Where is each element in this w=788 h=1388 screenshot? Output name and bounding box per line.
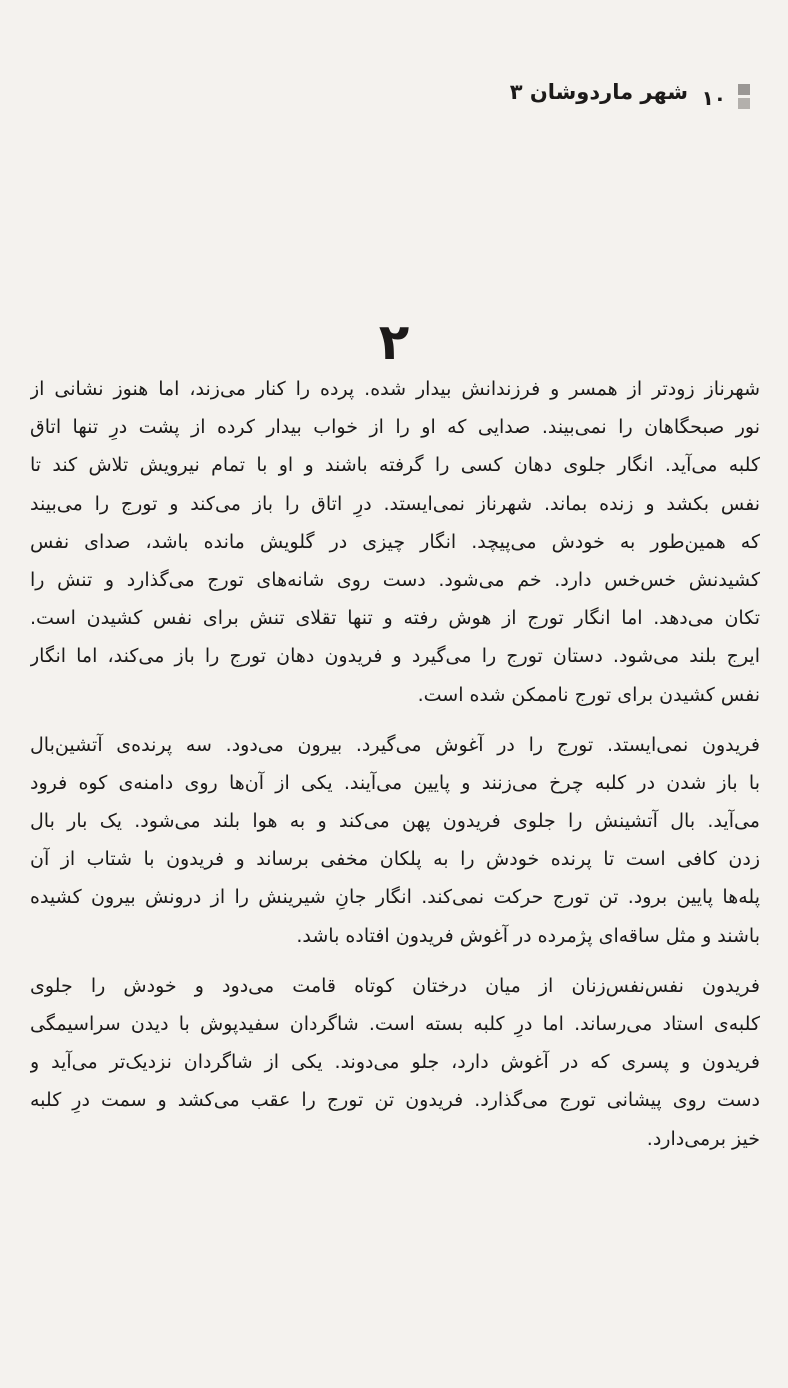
page-number: ۱۰ [701, 86, 726, 110]
text-line: تکان می‌دهد. اما انگار تورج از هوش رفته و تنها تقلای تنش برای نفس کشیدن است. [30, 607, 760, 630]
paragraph [30, 967, 760, 1158]
text-line: پله‌ها پایین برود. تن تورج حرکت نمی‌کند. انگار جانِ شیرینش را از درونش بیرون کشیده [30, 886, 760, 909]
text-line: کلبه می‌آید. انگار جلوی دهان کسی را گرفته باشند و او با تمام نیرویش تلاش کند تا [30, 454, 760, 477]
text-line: کلبه‌ی استاد می‌رساند. اما درِ کلبه بسته است. شاگردان سفیدپوش با دیدن سراسیمگی [30, 1013, 760, 1035]
header-ornament [736, 84, 750, 120]
book-title: شهر ماردوشان ۳ [509, 80, 688, 104]
ornament-square [738, 98, 750, 109]
running-header [470, 80, 750, 120]
text-line: نفس بکشد و زنده بماند. شهرناز نمی‌ایستد. درِ اتاق را باز می‌کند و تورج را می‌بیند [30, 492, 760, 515]
body-text [30, 370, 760, 1158]
paragraph [30, 370, 760, 714]
text-line: نور صبحگاهان را نمی‌بیند. صدایی که او را از خواب بیدار کرده از پشت درِ تنها اتاق [30, 416, 760, 439]
text-line: شهرناز زودتر از همسر و فرزندانش بیدار شده. پرده را کنار می‌زند، اما هنوز نشانی از [30, 378, 760, 400]
chapter-number: ۲ [378, 313, 410, 371]
ornament-square [738, 84, 750, 95]
text-line: با باز شدن در کلبه چرخ می‌زنند و پایین می‌آیند. یکی از آن‌ها روی دامنه‌ی کوه فرود [30, 771, 760, 794]
text-line: دست روی پیشانی تورج می‌گذارد. فریدون تن تورج را عقب می‌کشد و سمت درِ کلبه [30, 1089, 760, 1112]
text-line: خیز برمی‌دارد. [646, 1127, 760, 1150]
paragraph [30, 726, 760, 955]
text-line: نفس کشیدن برای تورج ناممکن شده است. [417, 683, 760, 706]
text-line: که همین‌طور به خودش می‌پیچد. انگار چیزی در گلویش مانده باشد، صدای نفس [30, 530, 760, 553]
text-line: فریدون نفس‌نفس‌زنان از میان درختان کوتاه قامت می‌دود و خودش را جلوی [30, 974, 760, 997]
text-line: فریدون و پسری که در آغوش دارد، جلو می‌دوند. یکی از شاگردان نزدیک‌تر می‌آید و [30, 1051, 760, 1074]
text-line: زدن کافی است تا پرنده خودش را به پلکان مخفی برساند و فریدون با شتاب از آن [30, 848, 760, 871]
text-line: می‌آید. بال آتشینش را جلوی فریدون پهن می‌کند و به هوا بلند می‌شود. یک بار بال [30, 810, 760, 833]
text-line: فریدون نمی‌ایستد. تورج را در آغوش می‌گیرد. بیرون می‌دود. سه پرنده‌ی آتشین‌بال [30, 733, 760, 756]
text-line: ایرج بلند می‌شود. دستان تورج را می‌گیرد و فریدون دهان تورج را باز می‌کند، اما انگار [30, 645, 760, 668]
text-line: باشند و مثل ساقه‌ای پژمرده در آغوش فریدون افتاده باشد. [296, 924, 760, 947]
text-line: کشیدنش خس‌خس دارد. خم می‌شود. دست روی شانه‌های تورج می‌گذارد و تنش را [30, 568, 760, 591]
